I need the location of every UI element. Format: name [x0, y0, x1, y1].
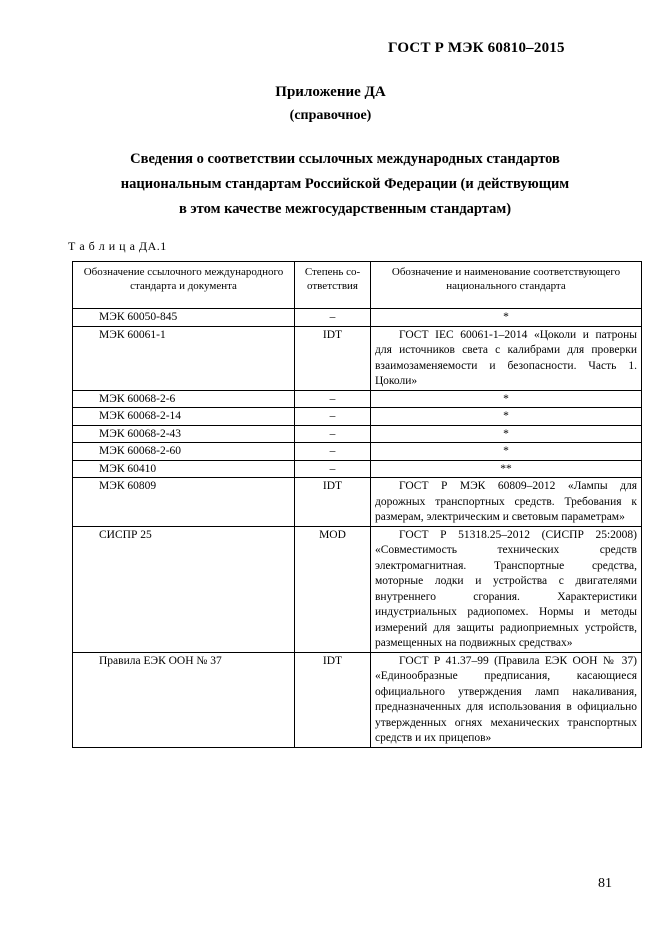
- table-row: [73, 390, 642, 408]
- table-caption: Т а б л и ц а ДА.1: [68, 239, 167, 253]
- reference-cell: СИСПР 25: [73, 526, 295, 652]
- reference-cell: МЭК 60068-2-43: [73, 425, 295, 443]
- national-cell: *: [371, 390, 642, 408]
- reference-cell: Правила ЕЭК ООН № 37: [73, 652, 295, 747]
- table-row: [73, 460, 642, 478]
- table-row: [73, 652, 642, 747]
- reference-cell: МЭК 60068-2-6: [73, 390, 295, 408]
- national-cell: ГОСТ IEC 60061-1–2014 «Цоколи и патроны для источников света с калибрами для проверки взаимозаменяемости и безопасности. Часть 1. Цоколи»: [371, 326, 642, 390]
- table-row: [73, 425, 642, 443]
- degree-cell: –: [295, 443, 371, 461]
- degree-cell: –: [295, 425, 371, 443]
- reference-cell: МЭК 60050-845: [73, 309, 295, 327]
- reference-cell: МЭК 60410: [73, 460, 295, 478]
- degree-cell: –: [295, 309, 371, 327]
- section-title-line: национальным стандартам Российской Федерации (и действующим: [120, 176, 570, 192]
- reference-cell: МЭК 60061-1: [73, 326, 295, 390]
- national-cell: *: [371, 309, 642, 327]
- degree-cell: –: [295, 460, 371, 478]
- degree-cell: –: [295, 390, 371, 408]
- section-title: [60, 147, 630, 222]
- column-header-degree: Степень со-ответствия: [295, 262, 371, 309]
- degree-cell: IDT: [295, 652, 371, 747]
- national-cell: ГОСТ Р 41.37–99 (Правила ЕЭК ООН № 37) «Единообразные предписания, касающиеся официального утверждения ламп накаливания, предназначенных для использования в официально утвержденных огнях механических транспортных средств и их прицепов»: [371, 652, 642, 747]
- table-row: [73, 478, 642, 527]
- national-cell: *: [371, 443, 642, 461]
- degree-cell: –: [295, 408, 371, 426]
- table-row: [73, 326, 642, 390]
- appendix-subtitle: (справочное): [289, 108, 372, 123]
- table-row: [73, 408, 642, 426]
- reference-cell: МЭК 60809: [73, 478, 295, 527]
- section-title-line: Сведения о соответствии ссылочных международных стандартов: [130, 151, 560, 167]
- national-cell: *: [371, 408, 642, 426]
- national-cell: *: [371, 425, 642, 443]
- table-row: [73, 309, 642, 327]
- standards-table: [72, 261, 642, 748]
- appendix-title: Приложение ДА: [275, 84, 386, 100]
- table-header-row: [73, 262, 642, 309]
- reference-cell: МЭК 60068-2-60: [73, 443, 295, 461]
- section-title-line: в этом качестве межгосударственным стандартам): [178, 201, 512, 217]
- column-header-reference: Обозначение ссылочного международного стандарта и документа: [73, 262, 295, 309]
- national-cell: **: [371, 460, 642, 478]
- reference-cell: МЭК 60068-2-14: [73, 408, 295, 426]
- page-number: 81: [598, 876, 612, 891]
- national-cell: ГОСТ Р МЭК 60809–2012 «Лампы для дорожных транспортных средств. Требования к размерам, электрическим и световым параметрам»: [371, 478, 642, 527]
- table-row: [73, 526, 642, 652]
- document-header: ГОСТ Р МЭК 60810–2015: [388, 40, 565, 56]
- degree-cell: IDT: [295, 326, 371, 390]
- column-header-national: Обозначение и наименование соответствующего национального стандарта: [371, 262, 642, 309]
- degree-cell: IDT: [295, 478, 371, 527]
- national-cell: ГОСТ Р 51318.25–2012 (СИСПР 25:2008) «Совместимость технических средств электромагнитная. Транспортные средства, моторные лодки и устройства с двигателями внутреннего сгорания. Характеристики индустриальных радиопомех. Нормы и методы измерений для защиты радиоприемных устройств, размещенных на подвижных средствах»: [371, 526, 642, 652]
- table-row: [73, 443, 642, 461]
- degree-cell: MOD: [295, 526, 371, 652]
